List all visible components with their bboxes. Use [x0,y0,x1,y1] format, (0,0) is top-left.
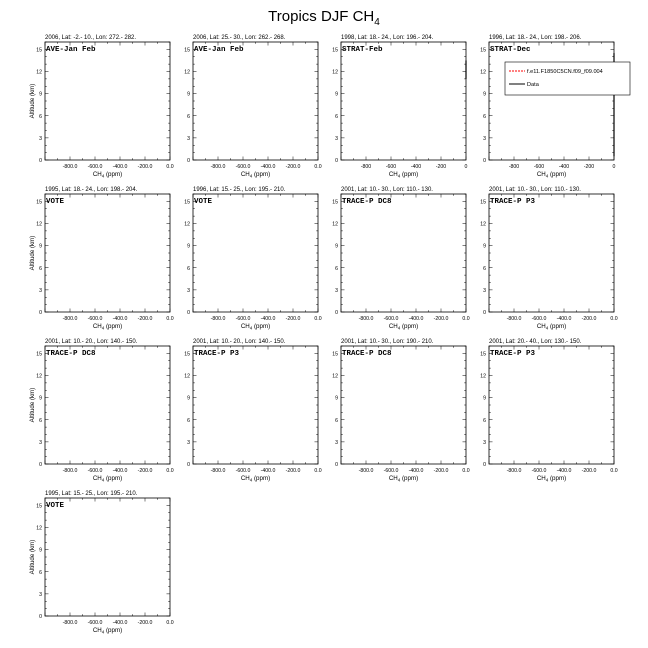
x-tick-label: -800.0 [62,468,78,474]
x-tick-label: 0.0 [314,316,322,322]
y-tick-label: 0 [483,158,486,164]
panel-header: 2001, Lat: 10.- 20., Lon: 140.- 150. [193,339,286,345]
x-axis-label: $CH_4$ (ppm) [92,627,123,635]
y-tick-label: 3 [187,287,190,294]
x-axis-label: $CH_4$ (ppm) [388,323,419,331]
y-tick-label: 0 [187,158,190,164]
y-tick-label: 15 [184,47,190,54]
x-tick-label: -200 [435,164,447,170]
campaign-label: AVE-Jan Feb [46,46,96,54]
y-tick-label: 3 [483,135,486,142]
x-axis-label: $CH_4$ (ppm) [240,171,271,179]
y-tick-label: 12 [36,69,42,76]
y-tick-label: 15 [480,47,486,54]
y-tick-label: 9 [187,91,190,98]
y-tick-label: 9 [335,91,338,98]
y-tick-label: 9 [39,243,42,250]
y-axis-label: Altitude (km) [29,387,36,423]
x-axis-label: $CH_4$ (ppm) [536,323,567,331]
y-tick-label: 15 [332,351,338,358]
y-tick-label: 9 [335,395,338,402]
y-tick-label: 12 [36,221,42,228]
x-tick-label: 0.0 [314,164,322,170]
x-tick-label: -200.0 [285,316,301,322]
y-tick-label: 0 [39,310,42,316]
x-axis-label: $CH_4$ (ppm) [92,171,123,179]
y-tick-label: 6 [483,417,486,424]
panel-frame [193,194,318,312]
x-tick-label: -600.0 [235,468,251,474]
y-tick-label: 9 [335,243,338,250]
campaign-label: TRACE-P DC8 [46,350,96,358]
x-tick-label: -200 [583,164,595,170]
x-tick-label: -400.0 [112,316,128,322]
x-tick-label: -400 [558,164,570,170]
y-tick-label: 12 [332,221,338,228]
x-tick-label: -600.0 [235,316,251,322]
panel-frame [341,346,466,464]
x-tick-label: -600.0 [383,316,399,322]
y-tick-label: 0 [39,614,42,620]
y-tick-label: 3 [187,439,190,446]
x-tick-label: -800.0 [358,468,374,474]
campaign-label: VOTE [194,198,213,206]
panel-header: 1996, Lat: 15.- 25., Lon: 195.- 210. [193,187,286,193]
x-tick-label: -600.0 [383,468,399,474]
y-tick-label: 0 [335,462,338,468]
y-tick-label: 6 [39,569,42,576]
y-tick-label: 3 [39,287,42,294]
x-tick-label: -800.0 [210,468,226,474]
y-tick-label: 6 [483,113,486,120]
x-tick-label: -400.0 [408,468,424,474]
panel-frame [193,42,318,160]
x-axis-label: $CH_4$ (ppm) [92,475,123,483]
y-tick-label: 6 [39,113,42,120]
y-tick-label: 0 [335,158,338,164]
panel-header: 2001, Lat: 10.- 30., Lon: 190.- 210. [341,339,434,345]
panel-header: 1998, Lat: 18.- 24., Lon: 196.- 204. [341,35,434,41]
y-tick-label: 15 [184,199,190,206]
x-tick-label: 0.0 [166,316,174,322]
y-tick-label: 6 [39,417,42,424]
panel-frame [341,42,466,160]
panel-frame [45,42,170,160]
y-tick-label: 9 [483,395,486,402]
panel-header: 2006, Lat: -2.- 10., Lon: 272.- 282. [45,35,137,41]
y-tick-label: 6 [187,265,190,272]
x-tick-label: -600.0 [87,468,103,474]
y-tick-label: 0 [335,310,338,316]
y-tick-label: 6 [187,113,190,120]
x-tick-label: -200.0 [285,468,301,474]
x-tick-label: -400.0 [556,316,572,322]
x-axis-label: $CH_4$ (ppm) [240,475,271,483]
y-tick-label: 15 [36,47,42,54]
y-tick-label: 9 [483,91,486,98]
panel-header: 1995, Lat: 15.- 25., Lon: 195.- 210. [45,491,138,497]
y-tick-label: 6 [483,265,486,272]
campaign-label: STRAT-Dec [490,46,531,54]
x-tick-label: -800.0 [358,316,374,322]
figure-title-text: Tropics DJF CH [268,8,375,25]
y-tick-label: 12 [332,69,338,76]
y-tick-label: 9 [483,243,486,250]
y-tick-label: 15 [36,351,42,358]
y-tick-label: 12 [184,373,190,380]
x-tick-label: -400.0 [408,316,424,322]
y-tick-label: 12 [480,373,486,380]
x-tick-label: 0.0 [462,316,470,322]
x-tick-label: -800.0 [210,164,226,170]
y-tick-label: 12 [480,221,486,228]
y-tick-label: 3 [335,135,338,142]
campaign-label: TRACE-P P3 [490,198,536,206]
x-axis-label: $CH_4$ (ppm) [388,171,419,179]
y-tick-label: 0 [187,462,190,468]
y-tick-label: 9 [187,243,190,250]
panel-frame [489,194,614,312]
x-tick-label: -600 [533,164,545,170]
x-tick-label: -200.0 [433,316,449,322]
y-tick-label: 3 [335,439,338,446]
x-tick-label: -200.0 [137,468,153,474]
x-tick-label: 0.0 [166,620,174,626]
x-tick-label: -600.0 [87,620,103,626]
y-tick-label: 6 [39,265,42,272]
y-tick-label: 12 [480,69,486,76]
y-tick-label: 15 [36,503,42,510]
x-tick-label: -200.0 [433,468,449,474]
x-tick-label: -800.0 [62,620,78,626]
x-tick-label: 0 [464,164,468,170]
y-tick-label: 3 [187,135,190,142]
x-tick-label: -400 [410,164,422,170]
y-tick-label: 0 [483,462,486,468]
y-tick-label: 9 [39,547,42,554]
y-tick-label: 6 [335,417,338,424]
y-tick-label: 3 [39,591,42,598]
y-tick-label: 12 [184,69,190,76]
x-tick-label: 0 [612,164,616,170]
x-tick-label: -400.0 [260,316,276,322]
x-axis-label: $CH_4$ (ppm) [536,475,567,483]
y-tick-label: 6 [335,265,338,272]
panel-frame [45,346,170,464]
figure-title-subscript: 4 [374,17,380,28]
y-axis-label: Altitude (km) [29,83,36,119]
legend-label: Data [527,82,539,88]
y-tick-label: 3 [335,287,338,294]
x-tick-label: 0.0 [166,164,174,170]
y-tick-label: 12 [36,373,42,380]
campaign-label: TRACE-P P3 [490,350,536,358]
panel-header: 1996, Lat: 18.- 24., Lon: 198.- 206. [489,35,582,41]
legend-label: f.e11.F1850C5CN.f09_f09.004 [527,69,603,75]
x-axis-label: $CH_4$ (ppm) [240,323,271,331]
x-axis-label: $CH_4$ (ppm) [388,475,419,483]
x-tick-label: -600.0 [235,164,251,170]
x-tick-label: -200.0 [285,164,301,170]
x-tick-label: -800.0 [506,468,522,474]
y-tick-label: 15 [480,199,486,206]
x-tick-label: -600.0 [531,468,547,474]
x-tick-label: -200.0 [137,620,153,626]
panel-frame [193,346,318,464]
y-tick-label: 9 [39,91,42,98]
x-tick-label: -200.0 [581,468,597,474]
y-tick-label: 9 [187,395,190,402]
panel-header: 2001, Lat: 20.- 40., Lon: 130.- 150. [489,339,582,345]
y-tick-label: 12 [36,525,42,532]
x-axis-label: $CH_4$ (ppm) [92,323,123,331]
y-tick-label: 15 [480,351,486,358]
x-tick-label: -400.0 [260,164,276,170]
x-tick-label: -200.0 [137,164,153,170]
panel-header: 2006, Lat: 25.- 30., Lon: 262.- 268. [193,35,286,41]
x-tick-label: -600.0 [87,164,103,170]
y-tick-label: 6 [187,417,190,424]
y-tick-label: 0 [39,462,42,468]
legend-box [505,62,630,95]
campaign-label: TRACE-P DC8 [342,350,392,358]
y-axis-label: Altitude (km) [29,235,36,271]
y-tick-label: 9 [39,395,42,402]
campaign-label: VOTE [46,198,65,206]
x-tick-label: 0.0 [314,468,322,474]
y-axis-label: Altitude (km) [29,539,36,575]
x-tick-label: -400.0 [260,468,276,474]
x-axis-label: $CH_4$ (ppm) [536,171,567,179]
y-tick-label: 15 [332,199,338,206]
panel-frame [489,346,614,464]
panel-frame [341,194,466,312]
y-tick-label: 15 [36,199,42,206]
panel-frame [45,498,170,616]
x-tick-label: -400.0 [556,468,572,474]
x-tick-label: -800.0 [506,316,522,322]
x-tick-label: -800.0 [210,316,226,322]
panel-header: 2001, Lat: 10.- 30., Lon: 110.- 130. [341,187,433,193]
x-tick-label: -800.0 [62,164,78,170]
panel-header: 1995, Lat: 18.- 24., Lon: 198.- 204. [45,187,138,193]
campaign-label: VOTE [46,502,65,510]
y-tick-label: 3 [39,439,42,446]
y-tick-label: 12 [332,373,338,380]
x-tick-label: 0.0 [166,468,174,474]
y-tick-label: 3 [39,135,42,142]
campaign-label: TRACE-P DC8 [342,198,392,206]
x-tick-label: -200.0 [581,316,597,322]
x-tick-label: -600 [385,164,397,170]
y-tick-label: 15 [332,47,338,54]
y-tick-label: 6 [335,113,338,120]
x-tick-label: -600.0 [531,316,547,322]
x-tick-label: -400.0 [112,164,128,170]
x-tick-label: -800.0 [62,316,78,322]
x-tick-label: 0.0 [462,468,470,474]
y-tick-label: 12 [184,221,190,228]
x-tick-label: -800 [508,164,520,170]
y-tick-label: 0 [39,158,42,164]
y-tick-label: 0 [483,310,486,316]
x-tick-label: -200.0 [137,316,153,322]
x-tick-label: -400.0 [112,620,128,626]
campaign-label: TRACE-P P3 [194,350,240,358]
panel-frame [45,194,170,312]
campaign-label: STRAT-Feb [342,46,383,54]
panel-header: 2001, Lat: 10.- 20., Lon: 140.- 150. [45,339,138,345]
x-tick-label: 0.0 [610,468,618,474]
x-tick-label: -400.0 [112,468,128,474]
panel-header: 2001, Lat: 10.- 30., Lon: 110.- 130. [489,187,581,193]
campaign-label: AVE-Jan Feb [194,46,244,54]
x-tick-label: -800 [360,164,372,170]
y-tick-label: 15 [184,351,190,358]
x-tick-label: 0.0 [610,316,618,322]
y-tick-label: 0 [187,310,190,316]
y-tick-label: 3 [483,439,486,446]
x-tick-label: -600.0 [87,316,103,322]
y-tick-label: 3 [483,287,486,294]
panel-frame [489,42,614,160]
